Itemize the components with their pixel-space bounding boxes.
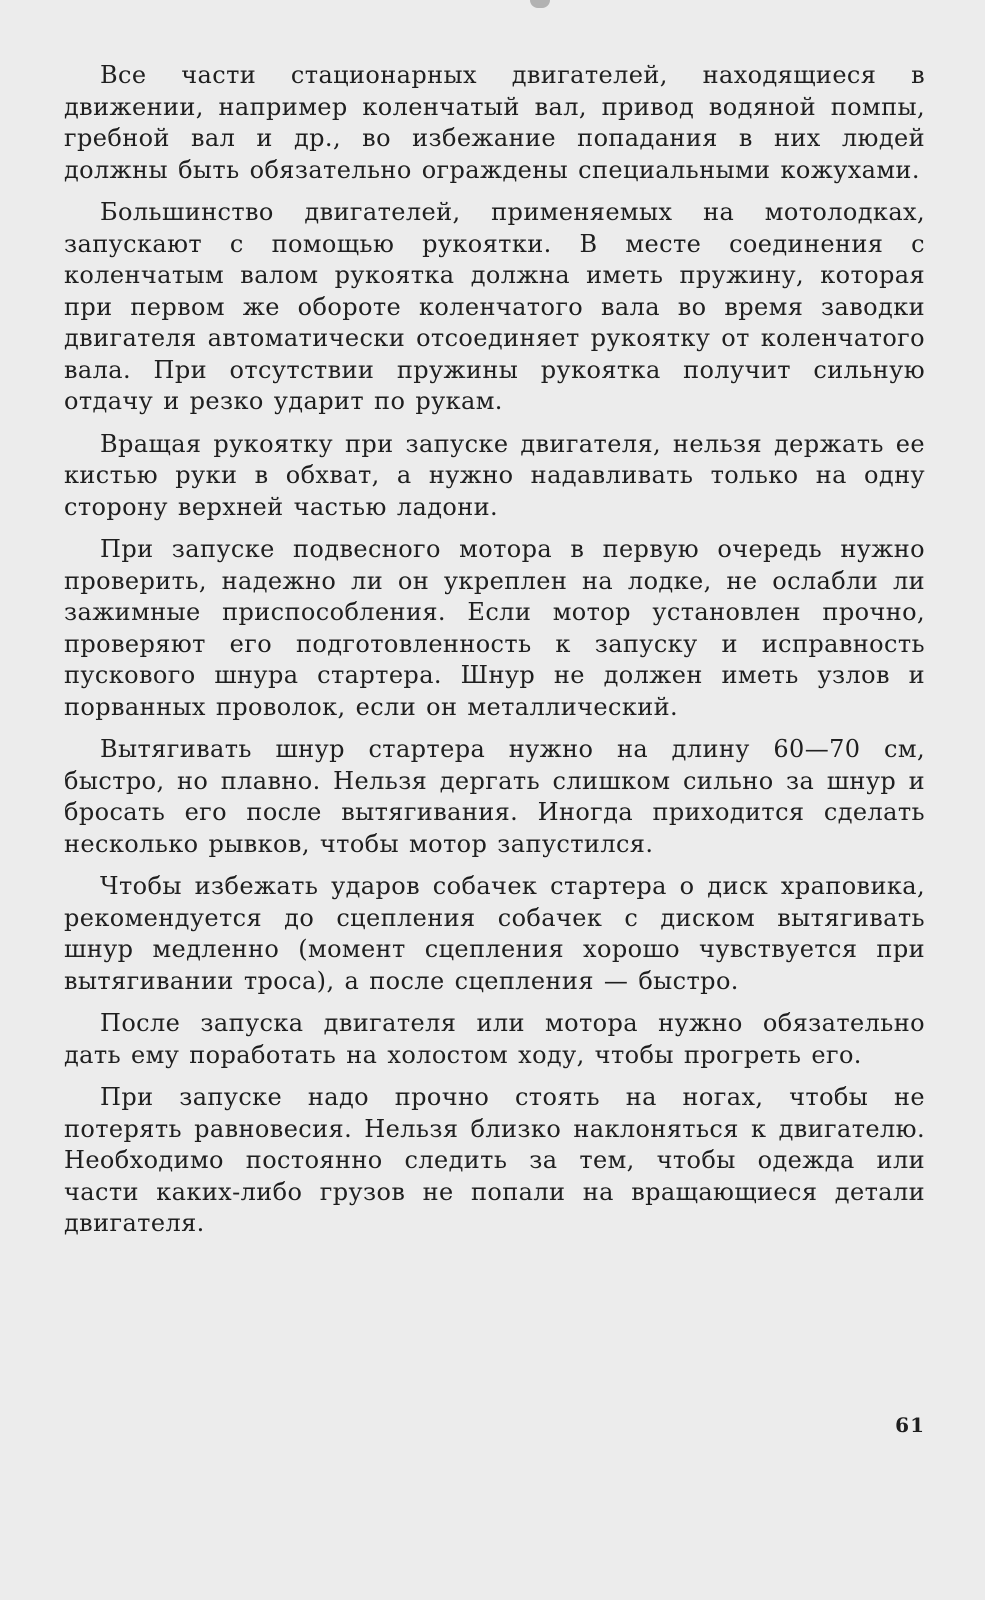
paragraph-starter-cord: Вытягивать шнур стартера нужно на длину 60—70 см, быстро, но плавно. Нельзя дергать слишком сильно за шнур и бросать его после вытягивания. Иногда приходится сделать несколько рывков, чтобы мотор запустился.: [64, 735, 925, 858]
paragraph-ratchet: Чтобы избежать ударов собачек стартера о диск храповика, рекомендуется до сцепления собачек с диском вытягивать шнур медленно (момент сцепления хорошо чувствуется при вытягивании троса), а после сцепления — быстро.: [64, 872, 925, 995]
paragraph-idle-warmup: После запуска двигателя или мотора нужно обязательно дать ему поработать на холостом ходу, чтобы прогреть его.: [64, 1009, 925, 1069]
paragraph-grip: Вращая рукоятку при запуске двигателя, нельзя держать ее кистью руки в обхват, а нужно надавливать только на одну сторону верхней частью ладони.: [64, 429, 925, 521]
scan-mark: [530, 0, 550, 8]
paragraph-moving-parts: Все части стационарных двигателей, находящиеся в движении, например коленчатый вал, привод водяной помпы, гребной вал и др., во избежание попадания в них людей должны быть обязательно ограждены специальными кожухами.: [64, 61, 925, 184]
paragraph-outboard-check: При запуске подвесного мотора в первую очередь нужно проверить, надежно ли он укреплен на лодке, не ослабли ли зажимные приспособления. Если мотор установлен прочно, проверяют его подготовленность к запуску и исправность пускового шнура стартера. Шнур не должен иметь узлов и порванных проволок, если он металлический.: [64, 535, 925, 721]
paragraph-starting-handle: Большинство двигателей, применяемых на мотолодках, запускают с помощью рукоятки. В месте соединения с коленчатым валом рукоятка должна иметь пружину, которая при первом же обороте коленчатого вала во время заводки двигателя автоматически отсоединяет рукоятку от коленчатого вала. При отсутствии пружины рукоятка получит сильную отдачу и резко ударит по рукам.: [64, 198, 925, 415]
paragraph-safety-stance: При запуске надо прочно стоять на ногах, чтобы не потерять равновесия. Нельзя близко наклоняться к двигателю. Необходимо постоянно следить за тем, чтобы одежда или части каких-либо грузов не попали на вращающиеся детали двигателя.: [64, 1083, 925, 1237]
page-number: 61: [895, 1413, 925, 1437]
